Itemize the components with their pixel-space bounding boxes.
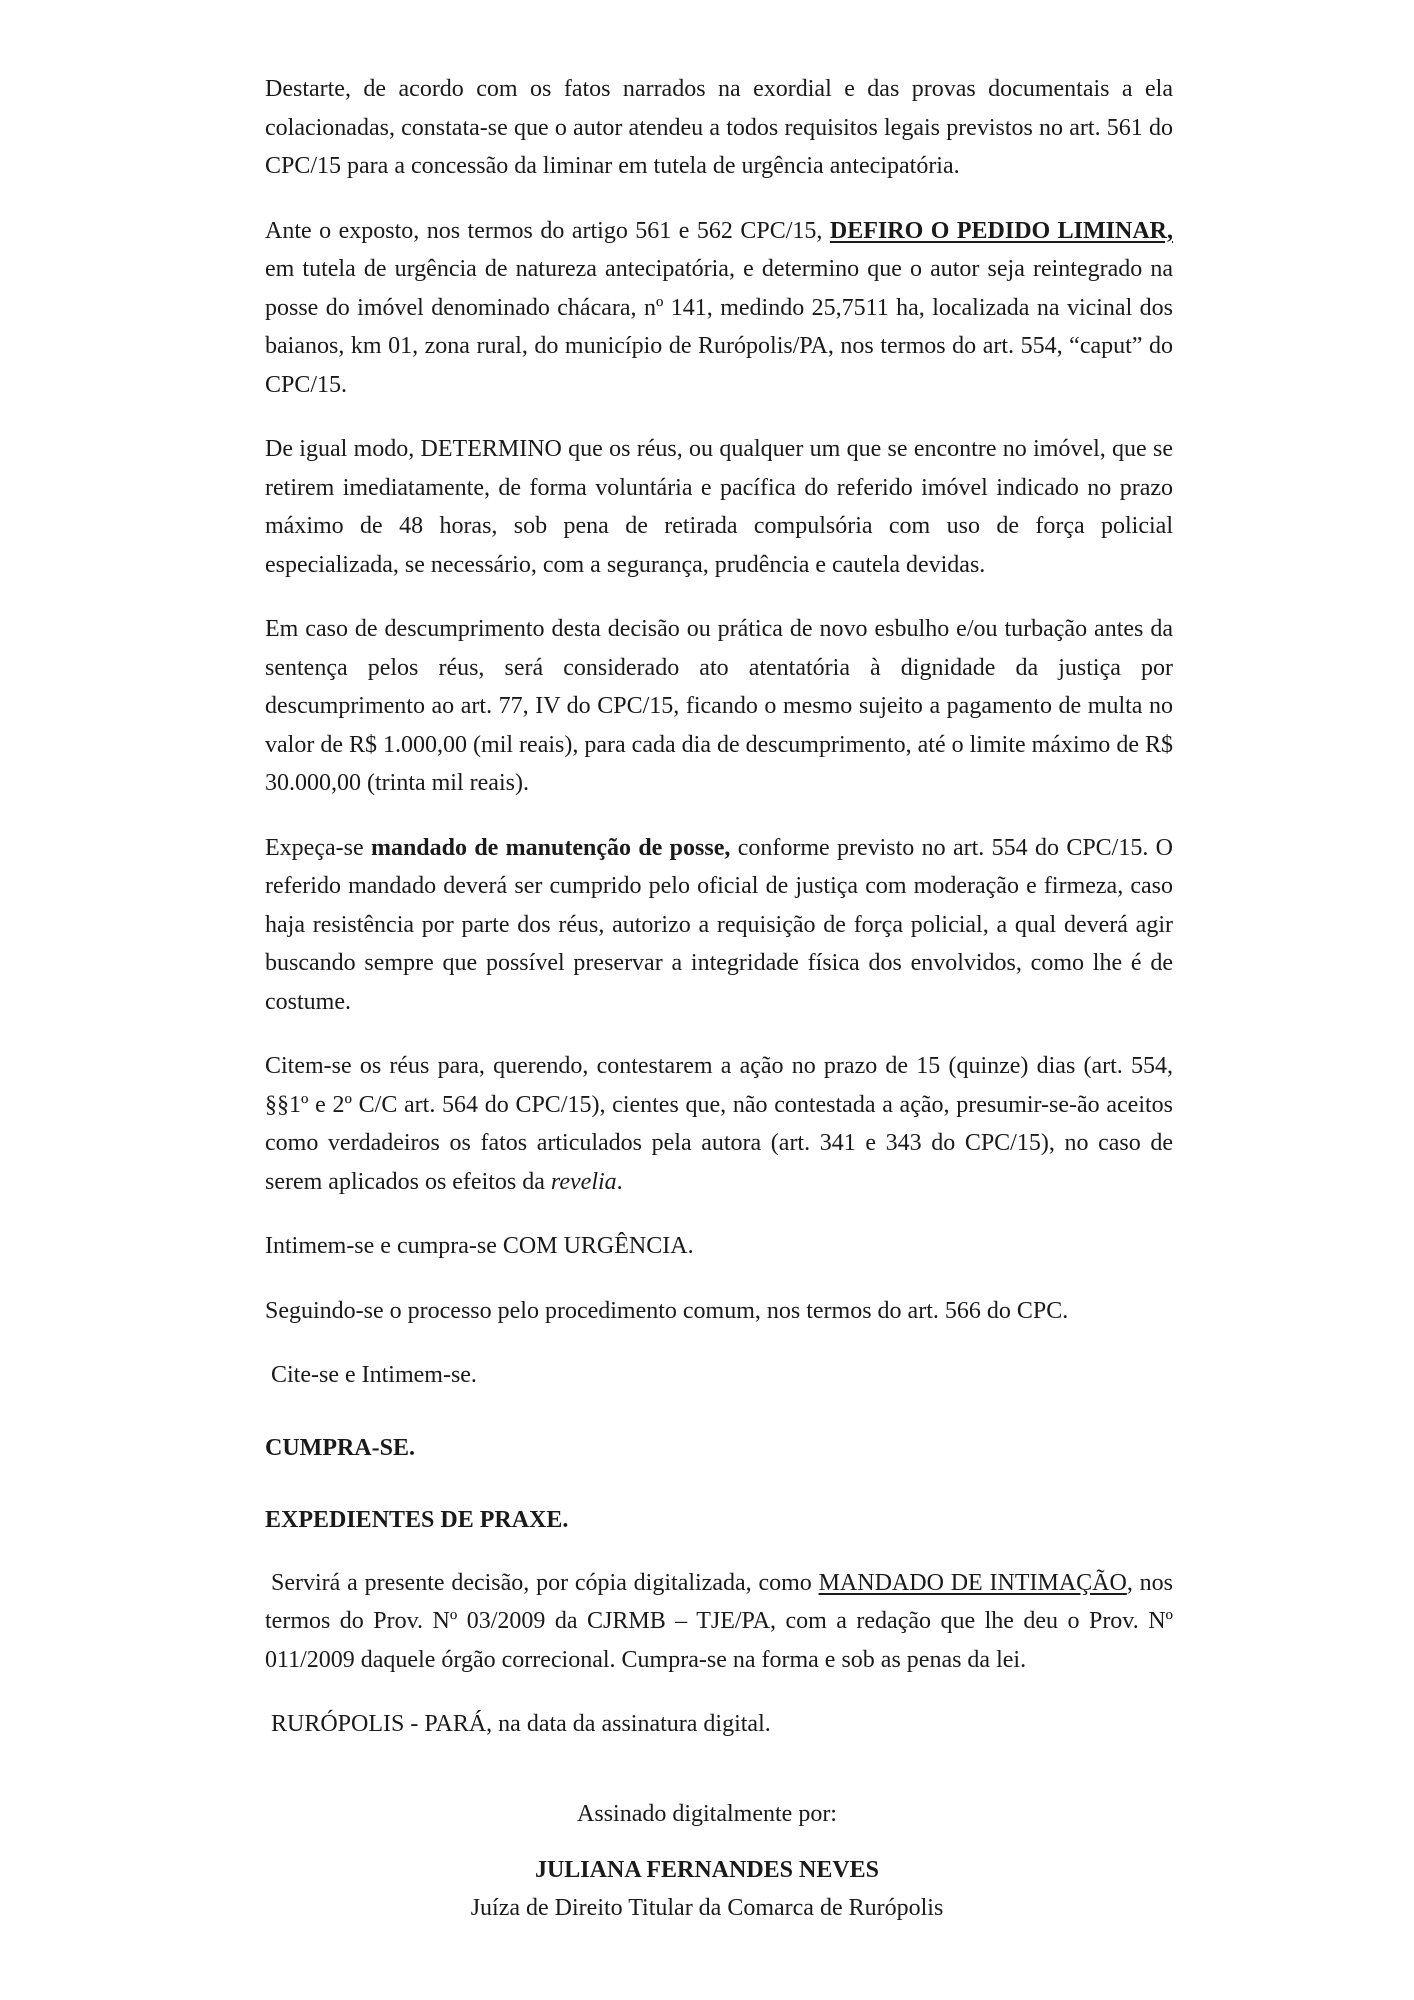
paragraph-text: Em caso de descumprimento desta decisão ou prática de novo esbulho e/ou turbação antes da sentença pelos réus, será considerado ato atentatória à dignidade da justiça por descumprimento ao art. 77, IV do CPC/15, ficando o mesmo sujeito a pagamento de multa no valor de R$ 1.000,00 (mil reais), para cada dia de descumprimento, até o limite máximo de R$ 30.000,00 (trinta mil reais). — [265, 616, 1173, 796]
paragraph-mandado — [265, 829, 1173, 1022]
paragraph-text: Seguindo-se o processo pelo procedimento comum, nos termos do art. 566 do CPC. — [265, 1297, 1069, 1324]
signer-name: JULIANA FERNANDES NEVES — [534, 1857, 880, 1883]
paragraph-text: Expeça-se — [265, 834, 371, 861]
heading-cumpra-se: CUMPRA-SE. — [265, 1434, 415, 1461]
defiro-emphasis: DEFIRO O PEDIDO LIMINAR, — [829, 217, 1174, 244]
paragraph-text: . — [616, 1168, 623, 1195]
paragraph-intimem — [265, 1227, 1173, 1266]
paragraph-servira — [265, 1564, 1173, 1680]
signer-role: Juíza de Direito Titular da Comarca de Rurópolis — [470, 1895, 944, 1921]
paragraph-requisitos — [265, 70, 1173, 186]
paragraph-text: RURÓPOLIS - PARÁ, na data da assinatura digital. — [271, 1711, 771, 1737]
paragraph-text: Ante o exposto, nos termos do artigo 561 e 562 CPC/15, — [265, 217, 830, 244]
paragraph-determino — [265, 430, 1173, 584]
paragraph-cite — [265, 1356, 1173, 1395]
heading-expedientes: EXPEDIENTES DE PRAXE. — [265, 1507, 569, 1533]
paragraph-local-data — [265, 1705, 1173, 1744]
paragraph-text: Servirá a presente decisão, por cópia digitalizada, como — [271, 1569, 819, 1596]
paragraph-text: Cite-se e Intimem-se. — [271, 1362, 477, 1388]
mandado-emphasis: mandado de manutenção de posse, — [370, 834, 731, 861]
paragraph-descumprimento — [265, 610, 1173, 803]
paragraph-text: em tutela de urgência de natureza antecipatória, e determino que o autor seja reintegrado na posse do imóvel denominado chácara, nº 141, medindo 25,7511 ha, localizada na vicinal dos baianos, km 01, zona rural, do município de Rurópolis/PA, nos termos do art. 554, “caput” do CPC/15. — [265, 256, 1173, 398]
paragraph-text: De igual modo, DETERMINO que os réus, ou qualquer um que se encontre no imóvel, que se retirem imediatamente, de forma voluntária e pacífica do referido imóvel indicado no prazo máximo de 48 horas, sob pena de retirada compulsória com uso de força policial especializada, se necessário, com a segurança, prudência e cautela devidas. — [265, 436, 1173, 578]
paragraph-citem — [265, 1047, 1173, 1201]
paragraph-text: Citem-se os réus para, querendo, contestarem a ação no prazo de 15 (quinze) dias (art. 554, §§1º e 2º C/C art. 564 do CPC/15), cientes que, não contestada a ação, presumir-se-ão aceitos como verdadeiros os fatos articulados pela autora (art. 341 e 343 do CPC/15), no caso de serem aplicados os efeitos da — [265, 1053, 1173, 1195]
paragraph-seguindo — [265, 1292, 1173, 1331]
paragraph-defiro — [265, 212, 1173, 405]
mandado-intimacao-emphasis: MANDADO DE INTIMAÇÃO — [818, 1569, 1127, 1596]
paragraph-text: Destarte, de acordo com os fatos narrados na exordial e das provas documentais a ela colacionadas, constata-se que o autor atendeu a todos requisitos legais previstos no art. 561 do CPC/15 para a concessão da liminar em tutela de urgência antecipatória. — [265, 76, 1173, 179]
paragraph-text: conforme previsto no art. 554 do CPC/15. O referido mandado deverá ser cumprido pelo oficial de justiça com moderação e firmeza, caso haja resistência por parte dos réus, autorizo a requisição de força policial, a qual deverá agir buscando sempre que possível preservar a integridade física dos envolvidos, como lhe é de costume. — [265, 834, 1174, 1015]
paragraph-text: Intimem-se e cumpra-se COM URGÊNCIA. — [265, 1233, 694, 1259]
paragraph-text: , nos termos do Prov. Nº 03/2009 da CJRMB – TJE/PA, com a redação que lhe deu o Prov. Nº 011/2009 daquele órgão correcional. Cumpra-se na forma e sob as penas da lei. — [265, 1569, 1173, 1673]
document-body — [265, 70, 1173, 1770]
signature-block — [0, 1795, 1414, 1927]
revelia-emphasis: revelia — [550, 1168, 617, 1195]
signature-label: Assinado digitalmente por: — [577, 1801, 837, 1827]
